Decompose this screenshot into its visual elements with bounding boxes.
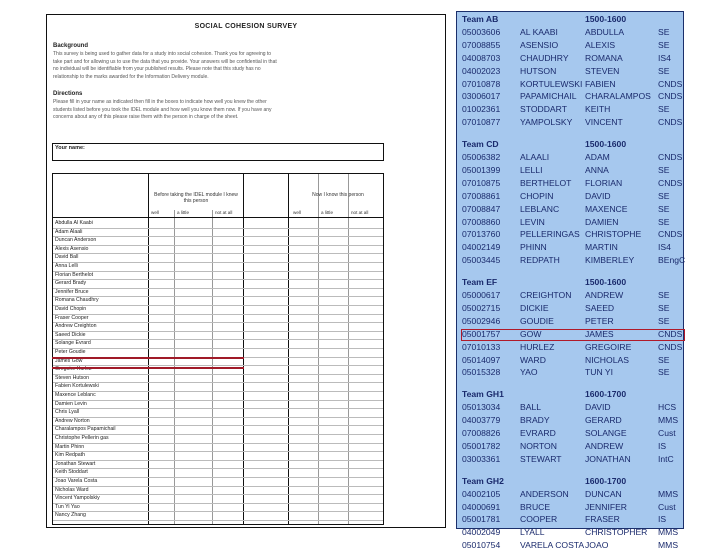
student-id: 05014097 bbox=[462, 354, 501, 365]
sub-little-before: a little bbox=[177, 210, 190, 215]
row-divider bbox=[53, 228, 383, 229]
person-name: Abdulla Al Kaabi bbox=[55, 220, 93, 226]
highlight-line-top bbox=[52, 357, 244, 359]
person-name: Duncan Anderson bbox=[55, 237, 97, 244]
forename: CHRISTOPHE bbox=[585, 229, 642, 240]
student-id: 05003606 bbox=[462, 26, 501, 37]
person-name: Maxence Leblanc bbox=[55, 392, 96, 398]
surname: STEWART bbox=[520, 453, 562, 464]
programme: MMS bbox=[658, 415, 679, 426]
surname: REDPATH bbox=[520, 255, 560, 266]
person-name: Tun Yi Yao bbox=[55, 503, 80, 510]
forename: MARTIN bbox=[585, 242, 618, 253]
person-name: Martin Phinn bbox=[55, 443, 85, 450]
student-id: 07013760 bbox=[462, 229, 501, 240]
person-name: Peter Goudie bbox=[55, 349, 86, 355]
person-name: Gerard Brady bbox=[55, 280, 87, 287]
programme: SE bbox=[658, 367, 670, 378]
surname: PELLERINGAS bbox=[520, 229, 580, 240]
surname: PAPAMICHAIL bbox=[520, 91, 577, 102]
forename: MAXENCE bbox=[585, 203, 628, 214]
programme: SE bbox=[658, 65, 670, 76]
programme: SE bbox=[658, 104, 670, 115]
survey-title: SOCIAL COHESION SURVEY bbox=[194, 23, 298, 30]
student-id: 04008703 bbox=[462, 52, 501, 63]
row-divider bbox=[53, 468, 383, 469]
person-name: Jennifer Bruce bbox=[55, 288, 89, 295]
surname: ALAALI bbox=[520, 152, 550, 162]
programme: SE bbox=[658, 302, 670, 313]
student-id: 05003445 bbox=[462, 255, 501, 266]
student-id: 04002105 bbox=[462, 488, 501, 499]
surname: CREIGHTON bbox=[520, 290, 572, 300]
row-divider bbox=[53, 279, 383, 280]
forename: VINCENT bbox=[585, 117, 623, 128]
forename: NICHOLAS bbox=[585, 354, 629, 365]
row-divider bbox=[53, 443, 383, 444]
student-id: 05006382 bbox=[462, 152, 501, 162]
team-time: 1600-1700 bbox=[585, 389, 627, 400]
programme: SE bbox=[658, 290, 670, 300]
surname: LELLI bbox=[520, 164, 543, 175]
sub-well-before: well bbox=[151, 210, 159, 215]
student-id: 04002049 bbox=[462, 527, 501, 538]
row-divider bbox=[53, 253, 383, 254]
programme: CNDS bbox=[658, 117, 683, 128]
forename: GREGOIRE bbox=[585, 341, 632, 352]
programme: MMS bbox=[658, 540, 679, 550]
programme: CNDS bbox=[658, 78, 683, 89]
forename: ALEXIS bbox=[585, 39, 616, 50]
student-id: 04003779 bbox=[462, 415, 501, 426]
forename: TUN YI bbox=[585, 367, 614, 378]
programme: SE bbox=[658, 164, 670, 175]
forename: SAEED bbox=[585, 302, 615, 313]
student-id: 03006017 bbox=[462, 91, 501, 102]
surname: HURLEZ bbox=[520, 341, 555, 352]
surname: VARELA COSTA bbox=[520, 540, 585, 550]
directions-line: students listed before you took the IDEL module and how well you know them now. If you have any bbox=[53, 106, 272, 113]
programme: SE bbox=[658, 354, 670, 365]
surname: WARD bbox=[520, 354, 546, 365]
sub-notatall-before: not at all bbox=[215, 210, 233, 215]
forename: KIMBERLEY bbox=[585, 255, 635, 266]
student-id: 04002023 bbox=[462, 65, 501, 76]
programme: IS bbox=[658, 514, 667, 525]
person-name: Solange Evrard bbox=[55, 340, 91, 347]
person-name: Romana Chaudhry bbox=[55, 297, 99, 304]
forename: SOLANGE bbox=[585, 428, 627, 438]
team-time: 1500-1600 bbox=[585, 139, 627, 150]
surname: LEVIN bbox=[520, 216, 545, 227]
surname: HUTSON bbox=[520, 65, 557, 76]
forename: FABIEN bbox=[585, 78, 616, 89]
programme: BEngC bbox=[658, 255, 686, 266]
surname: COOPER bbox=[520, 514, 558, 525]
student-id: 05000617 bbox=[462, 290, 501, 300]
programme: SE bbox=[658, 190, 670, 201]
forename: DAVID bbox=[585, 402, 611, 413]
programme: SE bbox=[658, 203, 670, 214]
programme: SE bbox=[658, 216, 670, 227]
student-id: 05001782 bbox=[462, 440, 501, 451]
forename: ADAM bbox=[585, 152, 610, 162]
programme: CNDS bbox=[658, 328, 683, 339]
forename: KEITH bbox=[585, 104, 611, 115]
person-name: Jonathan Stewart bbox=[55, 460, 96, 467]
student-id: 07010133 bbox=[462, 341, 501, 352]
programme: CNDS bbox=[658, 91, 683, 102]
team-time: 1500-1600 bbox=[585, 277, 627, 288]
sub-little-now: a little bbox=[321, 210, 334, 215]
person-name: Joao Varela Costa bbox=[55, 478, 98, 484]
directions-line: Please fill in your name as indicated then fill in the boxes to indicate how well you knew the other bbox=[53, 99, 267, 105]
programme: IS4 bbox=[658, 52, 671, 63]
row-divider bbox=[53, 322, 383, 323]
row-divider bbox=[53, 477, 383, 478]
surname: EVRARD bbox=[520, 428, 556, 438]
student-id: 04000691 bbox=[462, 501, 501, 512]
student-id: 07008860 bbox=[462, 216, 501, 227]
person-name: Charalampos Papamichail bbox=[55, 426, 116, 433]
forename: CHRISTOPHER bbox=[585, 527, 648, 538]
row-divider bbox=[53, 271, 383, 272]
student-id: 07008826 bbox=[462, 428, 501, 438]
person-name: Damien Levin bbox=[55, 400, 87, 407]
forename: ANDREW bbox=[585, 290, 624, 300]
name-label: Your name: bbox=[55, 145, 85, 151]
team-name: Team EF bbox=[462, 277, 498, 288]
student-id: 07008847 bbox=[462, 203, 501, 214]
directions-heading: Directions bbox=[53, 91, 83, 97]
person-name: Adam Alaali bbox=[55, 228, 83, 235]
student-id: 05002946 bbox=[462, 315, 501, 326]
student-id: 01002361 bbox=[462, 104, 501, 115]
row-divider bbox=[53, 382, 383, 383]
surname: KORTULEWSKI bbox=[520, 78, 583, 89]
surname: GOW bbox=[520, 328, 542, 339]
row-divider bbox=[53, 400, 383, 401]
programme: IS4 bbox=[658, 242, 671, 253]
team-time: 1600-1700 bbox=[585, 475, 627, 486]
forename: JOAO bbox=[585, 540, 609, 550]
survey-grid bbox=[52, 173, 384, 525]
person-name: Andrew Norton bbox=[55, 417, 90, 424]
row-divider bbox=[53, 503, 383, 504]
student-id: 05015328 bbox=[462, 367, 501, 378]
surname: LYALL bbox=[520, 527, 545, 538]
surname: DICKIE bbox=[520, 302, 549, 313]
student-id: 03003361 bbox=[462, 453, 501, 464]
team-list bbox=[456, 11, 686, 550]
surname: LEBLANC bbox=[520, 203, 560, 214]
row-divider bbox=[53, 460, 383, 461]
background-line: no individual will be identifiable from your published results. Please note that this study has no bbox=[53, 66, 261, 73]
surname: YAMPOLSKY bbox=[520, 117, 573, 128]
forename: CHARALAMPOS bbox=[585, 91, 651, 102]
forename: STEVEN bbox=[585, 65, 620, 76]
programme: IntC bbox=[658, 453, 674, 464]
person-name: Florian Berthelot bbox=[55, 271, 94, 278]
row-divider bbox=[53, 296, 383, 297]
row-divider bbox=[53, 236, 383, 237]
person-name: Chris Lyall bbox=[55, 409, 80, 416]
row-divider bbox=[53, 520, 383, 521]
background-line: This survey is being used to gather data for a study into social cohesion. Thank you for agreeing to bbox=[53, 51, 272, 57]
background-text bbox=[53, 51, 437, 81]
student-id: 07010878 bbox=[462, 78, 501, 89]
row-divider bbox=[53, 348, 383, 349]
student-id: 04002149 bbox=[462, 242, 501, 253]
programme: SE bbox=[658, 39, 670, 50]
row-divider bbox=[53, 314, 383, 315]
forename: FLORIAN bbox=[585, 177, 623, 188]
row-divider bbox=[53, 305, 383, 306]
person-name: Vincent Yampolskiy bbox=[55, 495, 100, 502]
team-time: 1500-1600 bbox=[585, 14, 627, 24]
surname: BALL bbox=[520, 402, 542, 413]
student-id: 05001781 bbox=[462, 514, 501, 525]
person-name: Saeed Dickie bbox=[55, 331, 86, 338]
directions-text bbox=[53, 99, 437, 122]
student-id: 07010875 bbox=[462, 177, 501, 188]
forename: PETER bbox=[585, 315, 614, 326]
forename: JONATHAN bbox=[585, 453, 631, 464]
programme: CNDS bbox=[658, 177, 683, 188]
row-divider bbox=[53, 374, 383, 375]
background-line: relationship to the marks awarded for the Information Delivery module. bbox=[53, 73, 209, 80]
row-divider bbox=[53, 245, 383, 246]
forename: JENNIFER bbox=[585, 501, 628, 512]
person-name: Andrew Creighton bbox=[55, 323, 97, 330]
sub-well-now: well bbox=[293, 210, 301, 215]
surname: ASENSIO bbox=[520, 39, 559, 50]
forename: ANDREW bbox=[585, 440, 624, 451]
programme: CNDS bbox=[658, 341, 683, 352]
row-divider bbox=[53, 408, 383, 409]
person-name: Alexis Asensio bbox=[55, 245, 89, 252]
forename: GERARD bbox=[585, 415, 622, 426]
person-name: Fraser Cooper bbox=[55, 314, 89, 321]
surname: YAO bbox=[520, 367, 538, 378]
forename: DUNCAN bbox=[585, 488, 622, 499]
surname: CHOPIN bbox=[520, 190, 554, 201]
directions-line: concerns about any of this please raise them with the person in charge of the sheet. bbox=[53, 114, 239, 121]
person-name: Anna Lelli bbox=[55, 263, 78, 269]
forename: ABDULLA bbox=[585, 26, 625, 37]
person-name: Fabien Kortulewski bbox=[55, 383, 99, 390]
row-divider bbox=[53, 331, 383, 332]
surname: ANDERSON bbox=[520, 488, 569, 499]
programme: SE bbox=[658, 26, 670, 37]
background-heading: Background bbox=[53, 43, 89, 49]
student-id: 05010754 bbox=[462, 540, 501, 550]
survey-sheet bbox=[46, 14, 446, 528]
row-divider bbox=[53, 288, 383, 289]
person-name: Nancy Zhang bbox=[55, 512, 86, 519]
programme: MMS bbox=[658, 488, 679, 499]
surname: AL KAABI bbox=[520, 26, 558, 37]
surname: PHINN bbox=[520, 242, 547, 253]
forename: ROMANA bbox=[585, 52, 623, 63]
person-name: David Ball bbox=[55, 254, 79, 261]
background-line: take part and for allowing us to use the data that you provide. Your answers will be confidential in that bbox=[53, 58, 277, 65]
person-name: Steven Hutson bbox=[55, 374, 90, 381]
student-id: 05002715 bbox=[462, 302, 501, 313]
before-header: Before taking the IDEL module I knew this person bbox=[154, 192, 238, 204]
student-id: 05001399 bbox=[462, 164, 501, 175]
row-divider bbox=[53, 494, 383, 495]
forename: DAMIEN bbox=[585, 216, 619, 227]
team-name: Team AB bbox=[462, 14, 499, 24]
row-divider bbox=[53, 451, 383, 452]
person-name: Gregoire Hurlez bbox=[55, 366, 92, 373]
forename: DAVID bbox=[585, 190, 611, 201]
row-divider bbox=[53, 417, 383, 418]
now-header: Now I know this person bbox=[312, 192, 364, 198]
highlight-line-bottom bbox=[52, 367, 244, 369]
programme: SE bbox=[658, 315, 670, 326]
student-id: 07010877 bbox=[462, 117, 501, 128]
programme: CNDS bbox=[658, 229, 683, 240]
surname: GOUDIE bbox=[520, 315, 554, 326]
forename: ANNA bbox=[585, 164, 609, 175]
programme: CNDS bbox=[658, 152, 683, 162]
person-name: James Gow bbox=[55, 357, 83, 364]
row-divider bbox=[53, 391, 383, 392]
name-field[interactable] bbox=[52, 143, 384, 161]
team-name: Team CD bbox=[462, 139, 499, 150]
surname: CHAUDHRY bbox=[520, 52, 569, 63]
row-divider bbox=[53, 486, 383, 487]
person-name: Nicholas Ward bbox=[55, 486, 89, 493]
team-name: Team GH2 bbox=[462, 475, 504, 486]
programme: IS bbox=[658, 440, 667, 451]
row-divider bbox=[53, 262, 383, 263]
sub-notatall-now: not at all bbox=[351, 210, 369, 215]
student-id: 05013034 bbox=[462, 402, 501, 413]
person-name: Keith Stoddart bbox=[55, 469, 88, 476]
student-id: 07008855 bbox=[462, 39, 501, 50]
surname: STODDART bbox=[520, 104, 567, 115]
programme: Cust bbox=[658, 501, 676, 512]
surname: BRUCE bbox=[520, 501, 551, 512]
programme: Cust bbox=[658, 428, 676, 438]
programme: MMS bbox=[658, 527, 679, 538]
surname: BERTHELOT bbox=[520, 177, 572, 188]
row-divider bbox=[53, 339, 383, 340]
team-name: Team GH1 bbox=[462, 389, 504, 400]
row-divider bbox=[53, 511, 383, 512]
person-name: Kim Redpath bbox=[55, 452, 85, 459]
highlight-box bbox=[461, 329, 685, 341]
forename: JAMES bbox=[585, 328, 614, 339]
person-name: David Chopin bbox=[55, 306, 87, 312]
person-name: Christophe Pellerin gas bbox=[55, 435, 109, 441]
student-id: 05001757 bbox=[462, 328, 501, 339]
student-id: 07008861 bbox=[462, 190, 501, 201]
surname: NORTON bbox=[520, 440, 557, 451]
forename: FRASER bbox=[585, 514, 620, 525]
surname: BRADY bbox=[520, 415, 550, 426]
programme: HCS bbox=[658, 402, 677, 413]
